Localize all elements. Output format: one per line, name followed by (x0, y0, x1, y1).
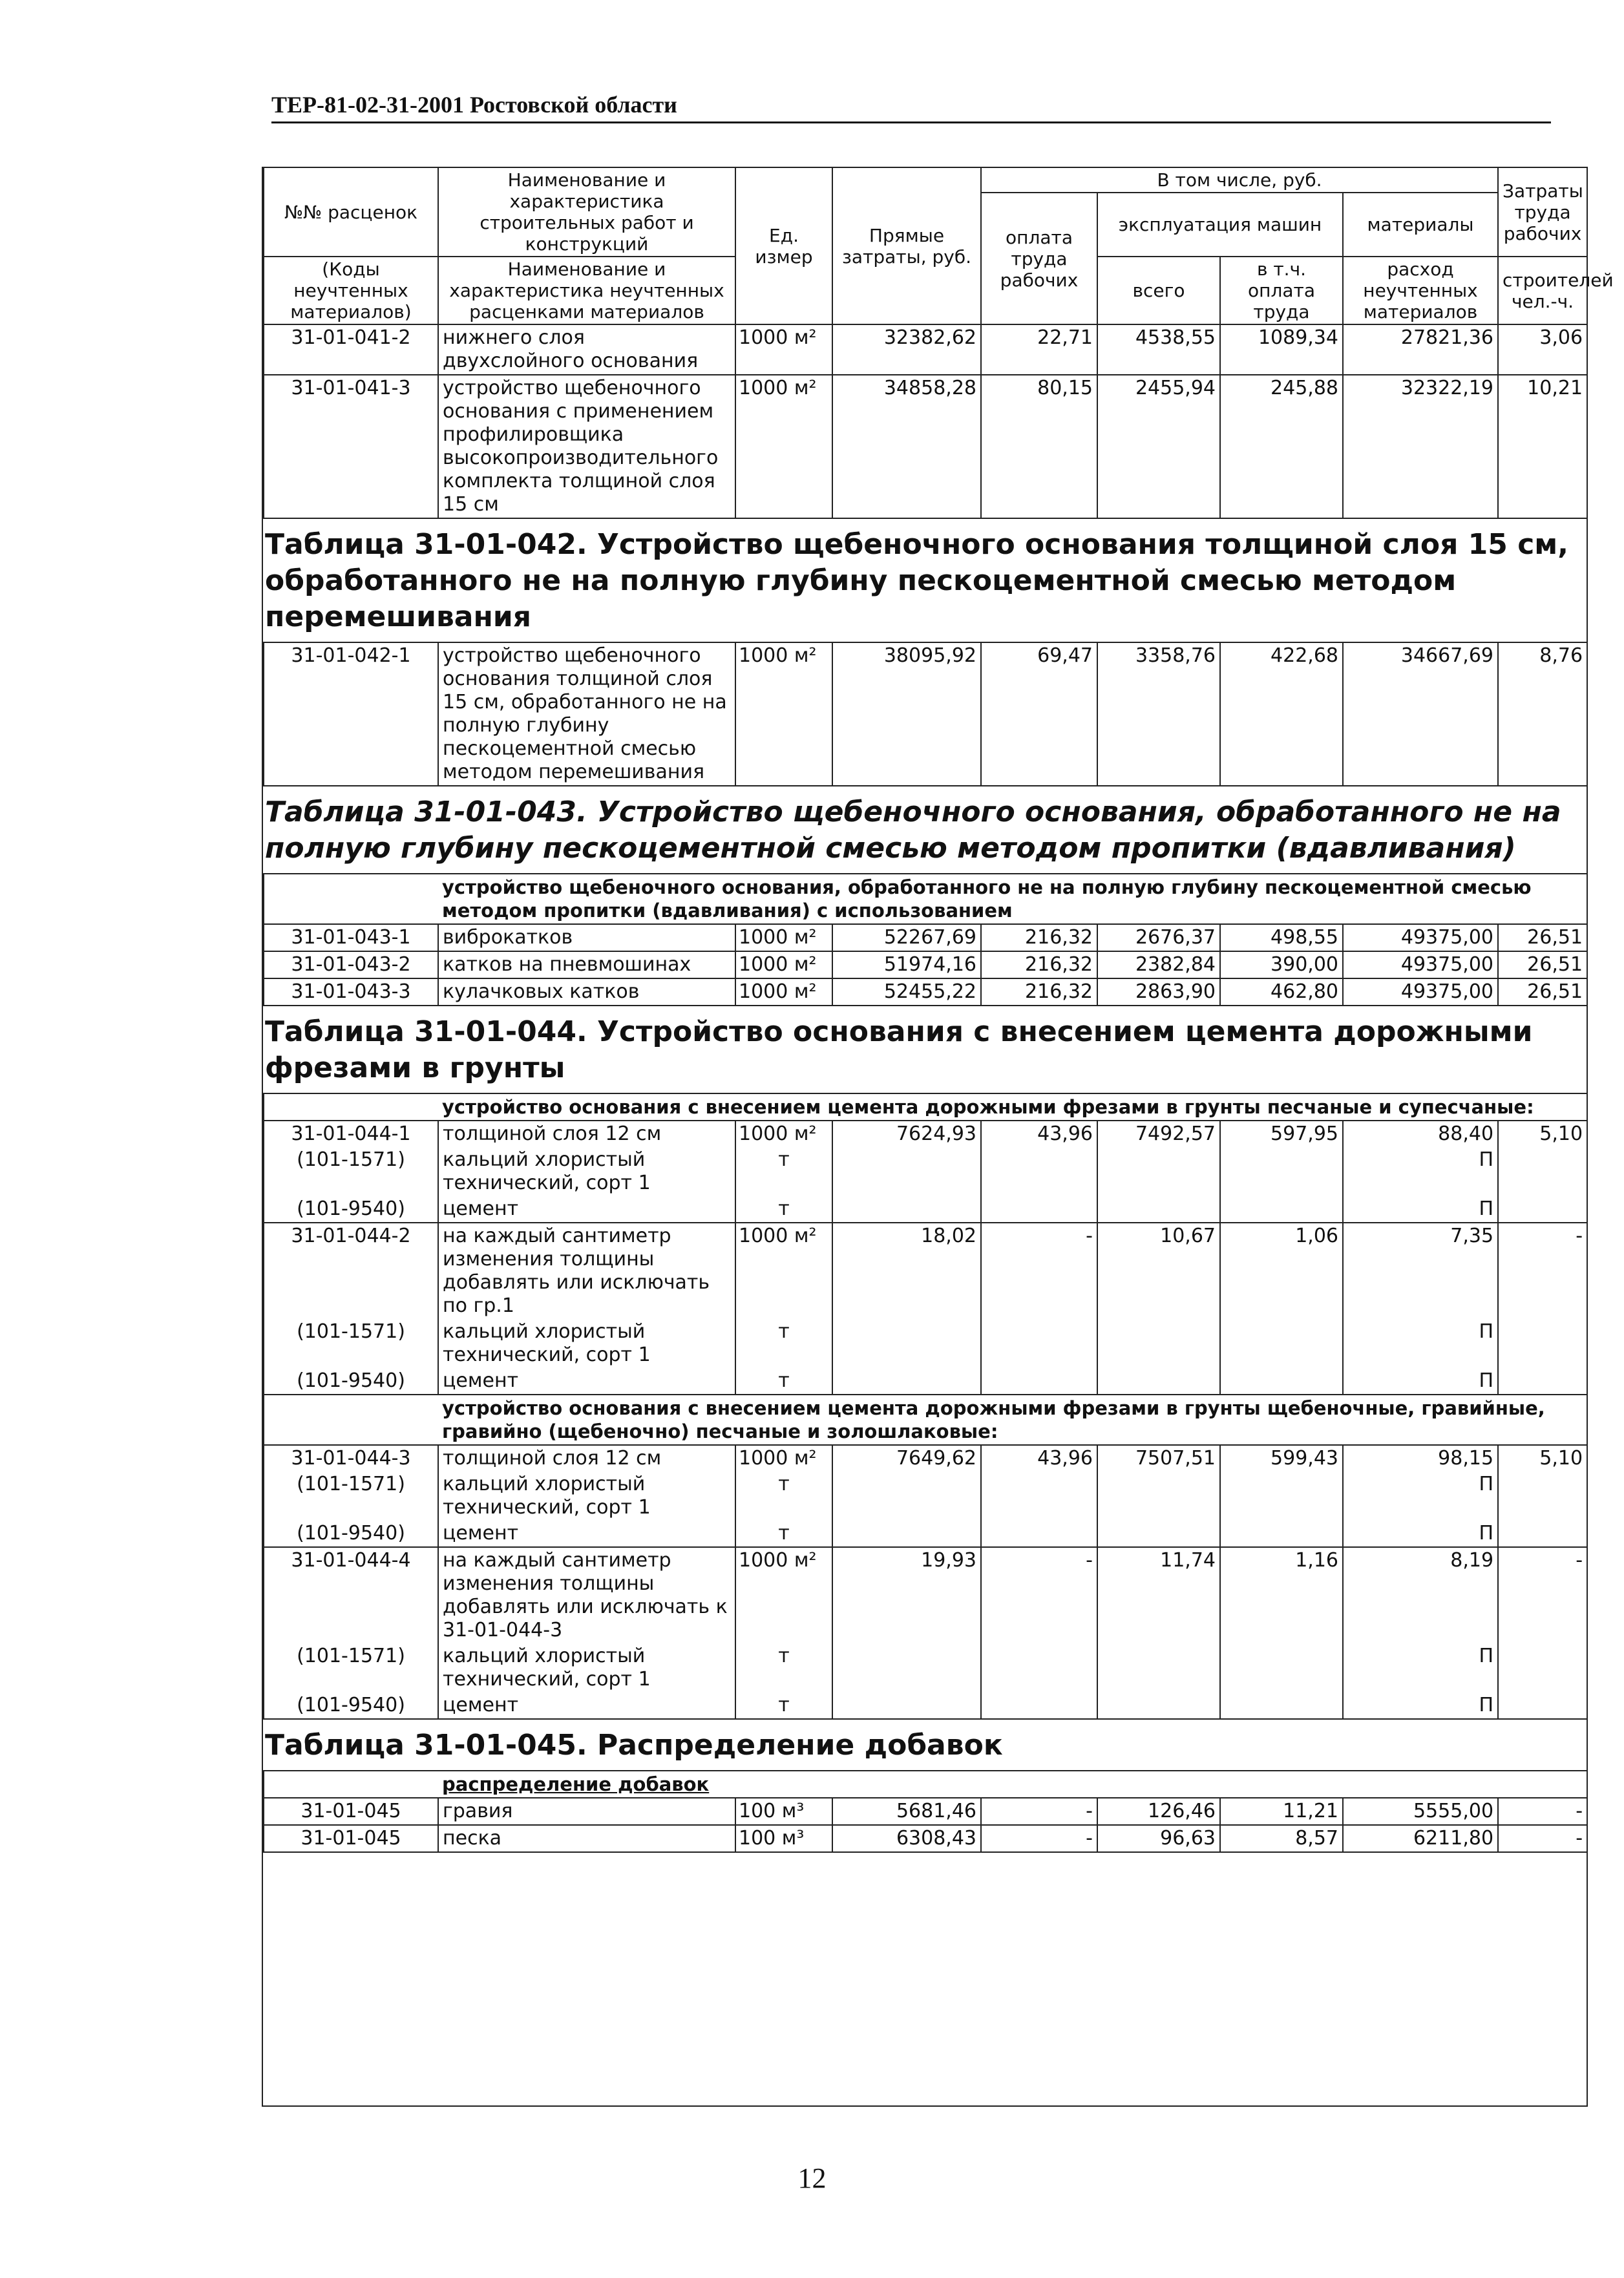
row-machines-labor: 462,80 (1220, 978, 1343, 1006)
row-code: 31-01-044-2 (264, 1223, 438, 1319)
material-row (264, 1693, 1587, 1719)
material-unit: т (735, 1319, 832, 1368)
row-materials: 88,40 (1343, 1121, 1498, 1147)
group-spacer (264, 1395, 438, 1445)
material-unit: т (735, 1693, 832, 1719)
row-machines-labor: 422,68 (1220, 642, 1343, 786)
row-hours: 10,21 (1498, 375, 1587, 518)
table-row (264, 642, 1587, 786)
document-header: ТЕР-81-02-31-2001 Ростовской области (271, 89, 1551, 123)
table-row (264, 1825, 1587, 1852)
table-row (264, 324, 1587, 375)
row-labor: 43,96 (981, 1445, 1097, 1471)
col-name-header: Наименование и характеристика строительных работ и конструкций (438, 167, 735, 257)
row-machines: 10,67 (1097, 1223, 1220, 1319)
col-hours-sub-header: строителей чел.-ч. (1498, 257, 1587, 324)
material-row (264, 1643, 1587, 1693)
row-direct: 7649,62 (832, 1445, 981, 1471)
table-row (264, 1798, 1587, 1825)
material-row (264, 1196, 1587, 1223)
row-name: кулачковых катков (438, 978, 735, 1006)
row-materials: 5555,00 (1343, 1798, 1498, 1825)
row-direct: 52267,69 (832, 924, 981, 951)
row-direct: 32382,62 (832, 324, 981, 375)
material-name: кальций хлористый технический, сорт 1 (438, 1147, 735, 1196)
row-unit: 1000 м² (735, 924, 832, 951)
header-row-1 (264, 167, 1587, 193)
material-flag: П (1343, 1147, 1498, 1196)
row-labor: 80,15 (981, 375, 1097, 518)
col-hours-header: Затраты труда рабочих (1498, 167, 1587, 257)
row-name: на каждый сантиметр изменения толщины добавлять или исключать по гр.1 (438, 1223, 735, 1319)
row-machines-labor: 8,57 (1220, 1825, 1343, 1852)
group-label: устройство основания с внесением цемента дорожными фрезами в грунты щебеночные, гравийные, гравийно (щебеночно) песчаные и золошлаковые: (438, 1395, 1587, 1445)
row-unit: 1000 м² (735, 1445, 832, 1471)
material-unit: т (735, 1521, 832, 1547)
row-materials: 49375,00 (1343, 924, 1498, 951)
material-code: (101-1571) (264, 1471, 438, 1521)
material-code: (101-1571) (264, 1643, 438, 1693)
table-row (264, 1547, 1587, 1643)
group-row (264, 1093, 1587, 1121)
group-spacer (264, 874, 438, 924)
row-direct: 7624,93 (832, 1121, 981, 1147)
row-code: 31-01-044-1 (264, 1121, 438, 1147)
row-machines-labor: 1089,34 (1220, 324, 1343, 375)
table-title-042 (264, 518, 1587, 642)
material-row (264, 1471, 1587, 1521)
table-row (264, 375, 1587, 518)
group-spacer (264, 1771, 438, 1798)
row-labor: 69,47 (981, 642, 1097, 786)
row-machines: 2676,37 (1097, 924, 1220, 951)
row-machines: 2863,90 (1097, 978, 1220, 1006)
row-code: 31-01-043-1 (264, 924, 438, 951)
section-title: Таблица 31-01-045. Распределение добавок (264, 1719, 1587, 1771)
row-direct: 34858,28 (832, 375, 981, 518)
row-hours: 5,10 (1498, 1445, 1587, 1471)
row-name: нижнего слоя двухслойного основания (438, 324, 735, 375)
row-name: толщиной слоя 12 см (438, 1445, 735, 1471)
row-direct: 19,93 (832, 1547, 981, 1643)
row-materials: 27821,36 (1343, 324, 1498, 375)
material-name: цемент (438, 1521, 735, 1547)
row-unit: 100 м³ (735, 1798, 832, 1825)
row-code: 31-01-045 (264, 1825, 438, 1852)
group-label: устройство щебеночного основания, обработанного не на полную глубину пескоцементной смесью методом пропитки (вдавливания) с использованием (438, 874, 1587, 924)
row-labor: 22,71 (981, 324, 1097, 375)
material-row (264, 1147, 1587, 1196)
row-hours: - (1498, 1223, 1587, 1319)
material-code: (101-9540) (264, 1521, 438, 1547)
material-flag: П (1343, 1196, 1498, 1223)
group-row (264, 1395, 1587, 1445)
material-flag: П (1343, 1368, 1498, 1395)
row-hours: 26,51 (1498, 951, 1587, 978)
material-unit: т (735, 1643, 832, 1693)
row-hours: 5,10 (1498, 1121, 1587, 1147)
row-materials: 32322,19 (1343, 375, 1498, 518)
row-name: устройство щебеночного основания толщиной слоя 15 см, обработанного не на полную глубину пескоцементной смесью методом перемешивания (438, 642, 735, 786)
row-direct: 18,02 (832, 1223, 981, 1319)
row-direct: 5681,46 (832, 1798, 981, 1825)
material-unit: т (735, 1368, 832, 1395)
material-flag: П (1343, 1319, 1498, 1368)
group-label: устройство основания с внесением цемента дорожными фрезами в грунты песчаные и супесчаные: (438, 1093, 1587, 1121)
row-labor: - (981, 1223, 1097, 1319)
row-materials: 49375,00 (1343, 978, 1498, 1006)
row-machines-labor: 599,43 (1220, 1445, 1343, 1471)
row-direct: 52455,22 (832, 978, 981, 1006)
material-name: цемент (438, 1368, 735, 1395)
section-title: Таблица 31-01-042. Устройство щебеночного основания толщиной слоя 15 см, обработанного не на полную глубину пескоцементной смесью методом перемешивания (264, 518, 1587, 642)
material-code: (101-9540) (264, 1368, 438, 1395)
row-unit: 1000 м² (735, 951, 832, 978)
row-unit: 1000 м² (735, 1121, 832, 1147)
table-row (264, 1121, 1587, 1147)
row-materials: 6211,80 (1343, 1825, 1498, 1852)
row-unit: 100 м³ (735, 1825, 832, 1852)
row-machines-labor: 1,06 (1220, 1223, 1343, 1319)
col-code-sub-header: (Коды неучтенных материалов) (264, 257, 438, 324)
row-materials: 34667,69 (1343, 642, 1498, 786)
row-labor: 216,32 (981, 951, 1097, 978)
section-title: Таблица 31-01-043. Устройство щебеночного основания, обработанного не на полную глубину пескоцементной смесью методом пропитки (вдавливания) (264, 786, 1587, 874)
rates-table (263, 167, 1614, 1853)
table-row (264, 1223, 1587, 1319)
row-machines: 2455,94 (1097, 375, 1220, 518)
material-unit: т (735, 1196, 832, 1223)
row-code: 31-01-041-3 (264, 375, 438, 518)
row-name: на каждый сантиметр изменения толщины добавлять или исключать к 31-01-044-3 (438, 1547, 735, 1643)
row-code: 31-01-043-3 (264, 978, 438, 1006)
row-name: толщиной слоя 12 см (438, 1121, 735, 1147)
row-hours: - (1498, 1547, 1587, 1643)
row-machines: 2382,84 (1097, 951, 1220, 978)
row-hours: 8,76 (1498, 642, 1587, 786)
row-unit: 1000 м² (735, 1547, 832, 1643)
row-direct: 51974,16 (832, 951, 981, 978)
row-materials: 7,35 (1343, 1223, 1498, 1319)
group-row (264, 874, 1587, 924)
table-title-043 (264, 786, 1587, 874)
table-title-044 (264, 1006, 1587, 1093)
row-direct: 38095,92 (832, 642, 981, 786)
row-name: катков на пневмошинах (438, 951, 735, 978)
col-direct-header: Прямые затраты, руб. (832, 167, 981, 324)
material-row (264, 1319, 1587, 1368)
page-number: 12 (797, 2162, 827, 2194)
row-unit: 1000 м² (735, 375, 832, 518)
col-materials-uncounted-header: расход неучтенных материалов (1343, 257, 1498, 324)
row-machines-labor: 245,88 (1220, 375, 1343, 518)
col-labor-header: оплата труда рабочих (981, 193, 1097, 324)
row-materials: 49375,00 (1343, 951, 1498, 978)
row-unit: 1000 м² (735, 978, 832, 1006)
material-flag: П (1343, 1521, 1498, 1547)
col-machines-total-header: всего (1097, 257, 1220, 324)
material-name: кальций хлористый технический, сорт 1 (438, 1471, 735, 1521)
row-machines: 4538,55 (1097, 324, 1220, 375)
row-hours: - (1498, 1798, 1587, 1825)
row-labor: - (981, 1798, 1097, 1825)
material-code: (101-1571) (264, 1319, 438, 1368)
row-unit: 1000 м² (735, 1223, 832, 1319)
material-unit: т (735, 1147, 832, 1196)
group-spacer (264, 1093, 438, 1121)
col-name-sub-header: Наименование и характеристика неучтенных расценками материалов (438, 257, 735, 324)
col-machines-labor-header: в т.ч. оплата труда (1220, 257, 1343, 324)
row-machines-labor: 1,16 (1220, 1547, 1343, 1643)
row-direct: 6308,43 (832, 1825, 981, 1852)
row-name: гравия (438, 1798, 735, 1825)
col-materials-header: материалы (1343, 193, 1498, 257)
row-hours: 26,51 (1498, 978, 1587, 1006)
col-machines-header: эксплуатация машин (1097, 193, 1343, 257)
row-name: виброкатков (438, 924, 735, 951)
row-name: устройство щебеночного основания с применением профилировщика высокопроизводительного комплекта толщиной слоя 15 см (438, 375, 735, 518)
material-row (264, 1368, 1587, 1395)
row-name: песка (438, 1825, 735, 1852)
row-code: 31-01-042-1 (264, 642, 438, 786)
table-title-045 (264, 1719, 1587, 1771)
material-flag: П (1343, 1471, 1498, 1521)
row-machines-labor: 597,95 (1220, 1121, 1343, 1147)
row-code: 31-01-041-2 (264, 324, 438, 375)
row-machines: 96,63 (1097, 1825, 1220, 1852)
row-materials: 98,15 (1343, 1445, 1498, 1471)
row-machines: 3358,76 (1097, 642, 1220, 786)
material-unit: т (735, 1471, 832, 1521)
row-code: 31-01-045 (264, 1798, 438, 1825)
material-code: (101-9540) (264, 1196, 438, 1223)
row-machines: 7507,51 (1097, 1445, 1220, 1471)
row-machines-labor: 390,00 (1220, 951, 1343, 978)
material-name: цемент (438, 1196, 735, 1223)
row-hours: 3,06 (1498, 324, 1587, 375)
group-label: распределение добавок (438, 1771, 1587, 1798)
col-incl-header: В том числе, руб. (981, 167, 1498, 193)
row-code: 31-01-044-4 (264, 1547, 438, 1643)
material-code: (101-1571) (264, 1147, 438, 1196)
row-unit: 1000 м² (735, 324, 832, 375)
section-title: Таблица 31-01-044. Устройство основания с внесением цемента дорожными фрезами в грунты (264, 1006, 1587, 1093)
row-machines-labor: 11,21 (1220, 1798, 1343, 1825)
row-hours: - (1498, 1825, 1587, 1852)
row-labor: - (981, 1547, 1097, 1643)
table-row (264, 924, 1587, 951)
row-machines: 7492,57 (1097, 1121, 1220, 1147)
col-code-header: №№ расценок (264, 167, 438, 257)
row-labor: 216,32 (981, 924, 1097, 951)
row-code: 31-01-044-3 (264, 1445, 438, 1471)
row-labor: 43,96 (981, 1121, 1097, 1147)
col-unit-header: Ед. измер (735, 167, 832, 324)
table-row (264, 978, 1587, 1006)
row-materials: 8,19 (1343, 1547, 1498, 1643)
table-row (264, 1445, 1587, 1471)
material-code: (101-9540) (264, 1693, 438, 1719)
row-machines: 11,74 (1097, 1547, 1220, 1643)
row-unit: 1000 м² (735, 642, 832, 786)
table-row (264, 951, 1587, 978)
row-labor: 216,32 (981, 978, 1097, 1006)
material-flag: П (1343, 1643, 1498, 1693)
row-machines-labor: 498,55 (1220, 924, 1343, 951)
material-name: кальций хлористый технический, сорт 1 (438, 1319, 735, 1368)
material-name: кальций хлористый технический, сорт 1 (438, 1643, 735, 1693)
group-row (264, 1771, 1587, 1798)
row-hours: 26,51 (1498, 924, 1587, 951)
row-machines: 126,46 (1097, 1798, 1220, 1825)
rates-document (262, 167, 1614, 2107)
row-labor: - (981, 1825, 1097, 1852)
material-row (264, 1521, 1587, 1547)
material-flag: П (1343, 1693, 1498, 1719)
row-code: 31-01-043-2 (264, 951, 438, 978)
material-name: цемент (438, 1693, 735, 1719)
